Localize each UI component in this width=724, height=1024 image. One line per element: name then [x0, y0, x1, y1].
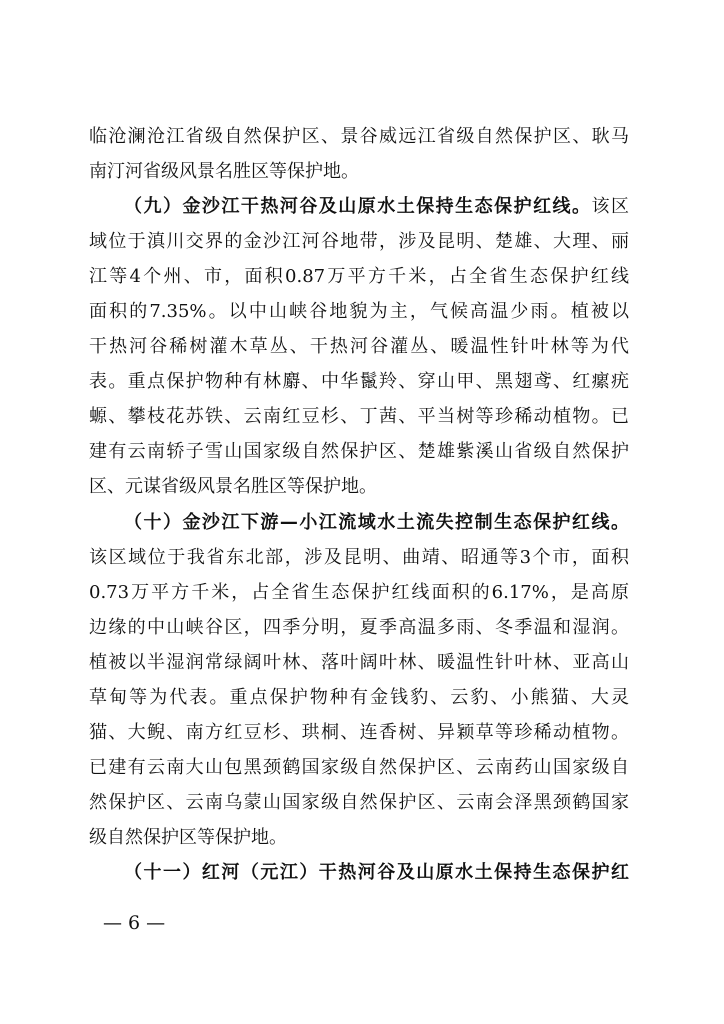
text-line-6: [89, 296, 629, 328]
line-text: 已建有云南大山包黑颈鹤国家级自然保护区、云南药山国家级自: [89, 757, 629, 778]
line-text: 该区: [591, 196, 630, 217]
line-text: 该区域位于我省东北部，涉及昆明、曲靖、昭通等3个市，面积: [89, 547, 629, 568]
line-text: 0.73万平方千米，占全省生态保护红线面积的6.17%，是高原: [89, 582, 629, 603]
line-text: 级自然保护区等保护地。: [89, 827, 287, 848]
section-heading-10: [124, 507, 629, 539]
line-text: 表。重点保护物种有林麝、中华鬣羚、穿山甲、黑翅鸢、红瘰疣: [89, 371, 629, 392]
text-line-16: [89, 647, 629, 679]
line-text: 螈、攀枝花苏铁、云南红豆杉、丁茜、平当树等珍稀动植物。已: [89, 406, 629, 427]
text-line-13: [89, 542, 629, 574]
text-line-15: [89, 612, 629, 644]
section-heading-9: [124, 191, 629, 223]
text-line-14: [89, 577, 629, 609]
text-line-21: [89, 822, 629, 854]
section-heading-text: （十一）红河（元江）干热河谷及山原水土保持生态保护红: [124, 862, 629, 883]
line-text: 临沧澜沧江省级自然保护区、景谷威远江省级自然保护区、耿马: [89, 126, 629, 147]
text-line-2: [89, 156, 629, 188]
page-number: — 6 —: [103, 912, 166, 934]
line-text: 猫、大鲵、南方红豆杉、珙桐、连香树、异颖草等珍稀动植物。: [89, 722, 629, 743]
line-text: 干热河谷稀树灌木草丛、干热河谷灌丛、暖温性针叶林等为代: [89, 336, 629, 357]
text-line-8: [89, 366, 629, 398]
line-text: 区、元谋省级风景名胜区等保护地。: [89, 476, 377, 497]
text-line-4: [89, 226, 629, 258]
section-heading-text: （九）金沙江干热河谷及山原水土保持生态保护红线。: [124, 196, 592, 217]
text-line-5: [89, 261, 629, 293]
line-text: 植被以半湿润常绿阔叶林、落叶阔叶林、暖温性针叶林、亚高山: [89, 652, 629, 673]
text-line-17: [89, 682, 629, 714]
line-text: 草甸等为代表。重点保护物种有金钱豹、云豹、小熊猫、大灵: [89, 687, 629, 708]
text-line-7: [89, 331, 629, 363]
line-text: 域位于滇川交界的金沙江河谷地带，涉及昆明、楚雄、大理、丽: [89, 231, 629, 252]
line-text: 然保护区、云南乌蒙山国家级自然保护区、云南会泽黑颈鹤国家: [89, 792, 629, 813]
line-text: 面积的7.35%。以中山峡谷地貌为主，气候高温少雨。植被以: [89, 301, 629, 322]
line-text: 建有云南轿子雪山国家级自然保护区、楚雄紫溪山省级自然保护: [89, 441, 629, 462]
text-line-1: [89, 121, 629, 153]
line-text: 边缘的中山峡谷区，四季分明，夏季高温多雨、冬季温和湿润。: [89, 617, 629, 638]
text-line-20: [89, 787, 629, 819]
line-text: 江等4个州、市，面积0.87万平方千米，占全省生态保护红线: [89, 266, 629, 287]
text-line-18: [89, 717, 629, 749]
section-heading-11: [124, 857, 629, 889]
line-text: 南汀河省级风景名胜区等保护地。: [89, 161, 359, 182]
text-line-11: [89, 471, 629, 503]
text-line-10: [89, 436, 629, 468]
section-heading-text: （十）金沙江下游—小江流域水土流失控制生态保护红线。: [124, 512, 629, 533]
text-line-19: [89, 752, 629, 784]
text-line-9: [89, 401, 629, 433]
